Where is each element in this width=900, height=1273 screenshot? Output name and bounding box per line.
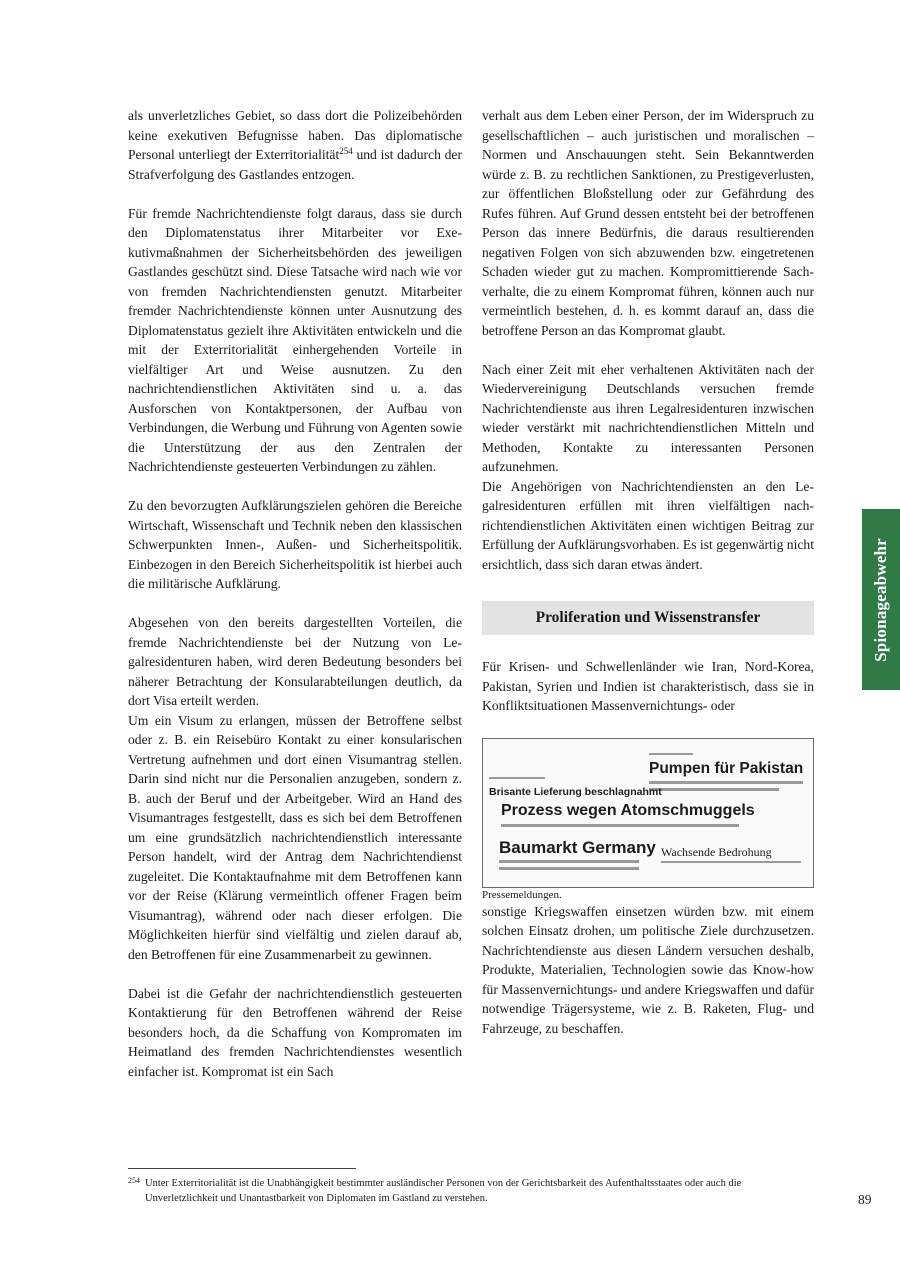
paragraph-weapons-procurement: sonstige Kriegswaffen einsetzen würden bzw. mit einem solchen Einsatz drohen, um politische Ziele durchzusetzen. Nachrichtendienste aus diesen Ländern versuchen deshalb, Produkte, Materialien, Technologien sowie das Know-how für Massenvernichtungs- und andere Kriegswaffen und dafür notwendige Trägersysteme, wie z. B. Raketen, Flug- und Fahrzeuge, zu beschaffen.: [482, 903, 814, 1036]
paragraph-legal-residencies: Die Angehörigen von Nachrichtendiensten an den Legalresidenturen erfüllen mit ihren vielfältigen nachrichtendienstlichen Aktivitäten einen wichtigen Beitrag zur Erfüllung der Aufklärungsvorhaben. Es ist gegenwärtig nicht ersichtlich, dass sich daran etwas ändert.: [482, 478, 814, 572]
paragraph-kompromat-definition: verhalt aus dem Leben einer Person, der im Widerspruch zu gesellschaftlichen – auch juristischen und moralischen – Normen und Anschauungen steht. Sein Bekanntwerden würde z. B. zu rechtlichen Sanktionen, zu Prestigeverlusten, zur öffentlichen Bloßstellung oder zur Gefährdung des Rufes führen. Auf Grund dessen entsteht bei der betroffenen Person das innere Bedürfnis, die daraus resultierenden negativen Folgen von sich abzuwenden bzw. eingetretenen Schaden wieder gut zu machen. Kompromittierende Sachverhalte, die zu einem Kompromat führen, können auch nur vermeintlich bestehen, d. h. es kommt darauf an, dass die betroffene Person an das Kompromat glaubt.: [482, 108, 814, 338]
headline-lieferung: Brisante Lieferung beschlagnahmt: [489, 785, 662, 798]
footnote-reference[interactable]: 254: [339, 146, 353, 156]
paragraph-intelligence-targets: Zu den bevorzugten Aufklärungszielen gehören die Bereiche Wirtschaft, Wissenschaft und Technik neben den klassischen Schwerpunkten Innen-, Außen- und Sicherheitspolitik. Einbezogen in den Bereich Sicherheitspolitik ist hierbei auch die militärische Aufklärung.: [128, 498, 462, 591]
footnote-divider: [128, 1168, 356, 1169]
press-clippings-image: [482, 738, 814, 888]
footnote-text: Unter Exterritorialität ist die Unabhängigkeit bestimmter ausländischer Personen von der Gerichtsbarkeit des Aufenthaltsstaates oder auch die Unverletzlichkeit und Unantastbarkeit von Diplomaten im Gastland zu verstehen.: [145, 1178, 742, 1204]
paragraph-proliferation-intro: Für Krisen- und Schwellenländer wie Iran, Nord-Korea, Pakistan, Syrien und Indien ist charakteristisch, dass sie in Konfliktsituationen Massenvernichtungs- oder: [482, 659, 814, 713]
section-heading: [482, 601, 814, 635]
footnote-number: 254: [128, 1176, 140, 1185]
image-caption: Pressemeldungen.: [482, 888, 562, 901]
chapter-side-tab-label: Spionageabwehr: [871, 537, 890, 662]
paragraph-exterritoriality: als unverletzliches Gebiet, so dass dort die Polizeibehörden keine exekutiven Befugnisse haben. Das diplomatische Personal unterliegt der Exterritorialität$^{254}$ und ist dadurch der Strafverfolgung des Gastlandes entzogen.: [128, 108, 462, 182]
section-heading-text: Proliferation und Wissenstransfer: [535, 609, 761, 627]
chapter-side-tab: [862, 509, 900, 690]
headline-baumarkt: Baumarkt Germany: [499, 837, 656, 857]
page-number: 89: [858, 1192, 872, 1207]
right-column: [482, 106, 814, 1038]
paragraph-kompromat-risk: Dabei ist die Gefahr der nachrichtendienstlich gesteuerten Kontaktierung für den Betroffenen während der Reise besonders hoch, da die Schaffung von Kompromaten im Heimatland des fremden Nachrichtendienstes wesentlich einfacher ist. Kompromat ist ein Sach: [128, 985, 462, 1079]
headline-prozess: Prozess wegen Atomschmuggels: [501, 801, 755, 819]
paragraph-consular-departments: Abgesehen von den bereits dargestellten Vorteilen, die fremde Nachrichtendienste bei der Nutzung von Legalresidenturen haben, wird deren Bedeutung besonders bei näherer Betrachtung der Konsularabteilungen deutlich, da dort Visa erteilt werden.: [128, 615, 462, 708]
paragraph-reunification: Nach einer Zeit mit eher verhaltenen Aktivitäten nach der Wiedervereinigung Deutschlands versuchen fremde Nachrichtendienste aus ihren Legalresidenturen inzwischen wieder verstärkt mit nachrichtendienstlichen Mitteln und Methoden, Kontakte zu interessanten Personen aufzunehmen.: [482, 361, 814, 474]
left-column: [128, 106, 462, 1081]
footnote: [128, 1176, 816, 1206]
paragraph-visa-application: Um ein Visum zu erlangen, müssen der Betroffene selbst oder z. B. ein Reisebüro Kontakt zu einer konsularischen Vertretung aufnehmen und dort einen Visumantrag stellen. Darin sind nicht nur die Personalien anzugeben, sondern z. B. auch der Beruf und der Arbeitgeber. Wird an Hand des Visumantrages festgestellt, dass es sich bei dem Betroffenen um eine grundsätzlich nachrichtendienstlich interessante Person handelt, wird der Antrag dem Nachrichtendienst zugeleitet. Die Kontaktaufnahme mit dem Betroffenen kann vor der Reise (Klärung vermeintlich offener Fragen beim Visumantrag), während oder nach dieser erfolgen. Die Möglichkeiten hierfür sind vielfältig und zielen darauf ab, den Betroffenen für eine Zusammenarbeit zu gewinnen.: [128, 712, 462, 962]
headline-bedrohung: Wachsende Bedrohung: [661, 844, 772, 859]
headline-pumpen: Pumpen für Pakistan: [649, 759, 804, 777]
paragraph-diplomatic-status: Für fremde Nachrichtendienste folgt daraus, dass sie durch den Diplomatenstatus ihrer Mitarbeiter vor Exekutivmaßnahmen der Sicherheitsbehörden des jeweiligen Gastlandes geschützt sind. Diese Tatsache wird nach wie vor von fremden Nachrichtendiensten genutzt. Mitarbeiter fremder Nachrichtendienste können unter Ausnutzung des Diplomatenstatus gezielt ihre Aktivitäten entwickeln und die mit der Exterritorialität einhergehenden Vorteile in vielfältiger Art und Weise ausnutzen. Zu den nachrichtendienstlichen Aktivitäten sind u. a. das Ausforschen von Kontaktpersonen, der Aufbau von Verbindungen, die Werbung und Führung von Agenten sowie die Unterstützung der aus den Zentralen der Nachrichtendienste gesteuerten Verbindungen zu zählen.: [128, 205, 462, 474]
